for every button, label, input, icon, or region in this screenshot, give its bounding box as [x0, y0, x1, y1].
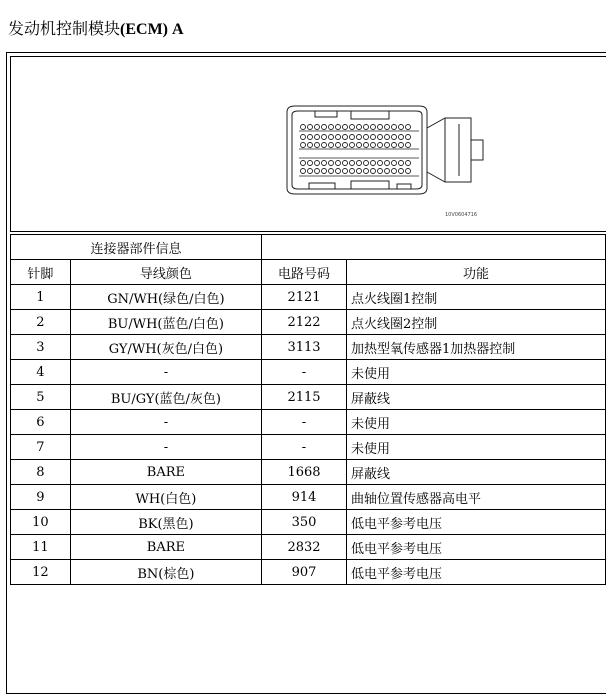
pin-cell: 9	[11, 485, 71, 510]
wire-color-cell: GY/WH(灰色/白色)	[70, 335, 261, 360]
wire-color-cell: GN/WH(绿色/白色)	[70, 285, 261, 310]
function-cell: 点火线圈2控制	[346, 310, 605, 335]
circuit-cell: -	[262, 410, 347, 435]
circuit-cell: 1668	[262, 460, 347, 485]
circuit-cell: 907	[262, 560, 347, 585]
table-row	[11, 360, 606, 385]
circuit-column-header: 电路号码	[262, 260, 347, 285]
pin-cell: 6	[11, 410, 71, 435]
wire-color-cell: -	[70, 410, 261, 435]
table-row	[11, 510, 606, 535]
circuit-cell: -	[262, 435, 347, 460]
group-header-row	[11, 235, 606, 260]
table-row	[11, 335, 606, 360]
ecm-connector-illustration	[279, 100, 499, 200]
pin-cell: 11	[11, 535, 71, 560]
page-title	[8, 16, 184, 39]
pin-column-header: 针脚	[11, 260, 71, 285]
pin-cell: 8	[11, 460, 71, 485]
circuit-cell: 2115	[262, 385, 347, 410]
function-cell: 曲轴位置传感器高电平	[346, 485, 605, 510]
function-cell: 低电平参考电压	[346, 510, 605, 535]
table-row	[11, 385, 606, 410]
wire-color-cell: -	[70, 435, 261, 460]
pin-cell: 7	[11, 435, 71, 460]
connector-pin-table	[10, 234, 606, 585]
table-row	[11, 285, 606, 310]
circuit-cell: 350	[262, 510, 347, 535]
function-cell: 加热型氧传感器1加热器控制	[346, 335, 605, 360]
empty-header-cell	[262, 235, 606, 260]
title-prefix: 发动机控制模块	[8, 19, 121, 38]
function-cell: 未使用	[346, 435, 605, 460]
pin-cell: 4	[11, 360, 71, 385]
function-cell: 未使用	[346, 410, 605, 435]
circuit-cell: 3113	[262, 335, 347, 360]
table-row	[11, 535, 606, 560]
table-row	[11, 410, 606, 435]
table-row	[11, 310, 606, 335]
wire-color-cell: BARE	[70, 535, 261, 560]
pin-cell: 12	[11, 560, 71, 585]
function-cell: 点火线圈1控制	[346, 285, 605, 310]
pin-cell: 2	[11, 310, 71, 335]
figure-id: 10V0604716	[445, 212, 478, 218]
wire-color-cell: BN(棕色)	[70, 560, 261, 585]
circuit-cell: 914	[262, 485, 347, 510]
wire-color-cell: -	[70, 360, 261, 385]
wire-color-cell: WH(白色)	[70, 485, 261, 510]
function-cell: 屏蔽线	[346, 460, 605, 485]
circuit-cell: 2121	[262, 285, 347, 310]
connector-diagram-box	[10, 56, 606, 232]
connector-info-header: 连接器部件信息	[11, 235, 262, 260]
pin-cell: 5	[11, 385, 71, 410]
function-cell: 未使用	[346, 360, 605, 385]
function-cell: 屏蔽线	[346, 385, 605, 410]
table-row	[11, 485, 606, 510]
table-row	[11, 435, 606, 460]
pin-cell: 10	[11, 510, 71, 535]
function-column-header: 功能	[346, 260, 605, 285]
wire-color-cell: BU/WH(蓝色/白色)	[70, 310, 261, 335]
wire-color-cell: BU/GY(蓝色/灰色)	[70, 385, 261, 410]
column-header-row	[11, 260, 606, 285]
circuit-cell: 2832	[262, 535, 347, 560]
wire-color-cell: BARE	[70, 460, 261, 485]
circuit-cell: 2122	[262, 310, 347, 335]
circuit-cell: -	[262, 360, 347, 385]
table-row	[11, 560, 606, 585]
function-cell: 低电平参考电压	[346, 560, 605, 585]
title-suffix: (ECM) A	[120, 21, 184, 38]
function-cell: 低电平参考电压	[346, 535, 605, 560]
table-row	[11, 460, 606, 485]
wire-color-cell: BK(黑色)	[70, 510, 261, 535]
pin-cell: 1	[11, 285, 71, 310]
pin-cell: 3	[11, 335, 71, 360]
wire-color-column-header: 导线颜色	[70, 260, 261, 285]
